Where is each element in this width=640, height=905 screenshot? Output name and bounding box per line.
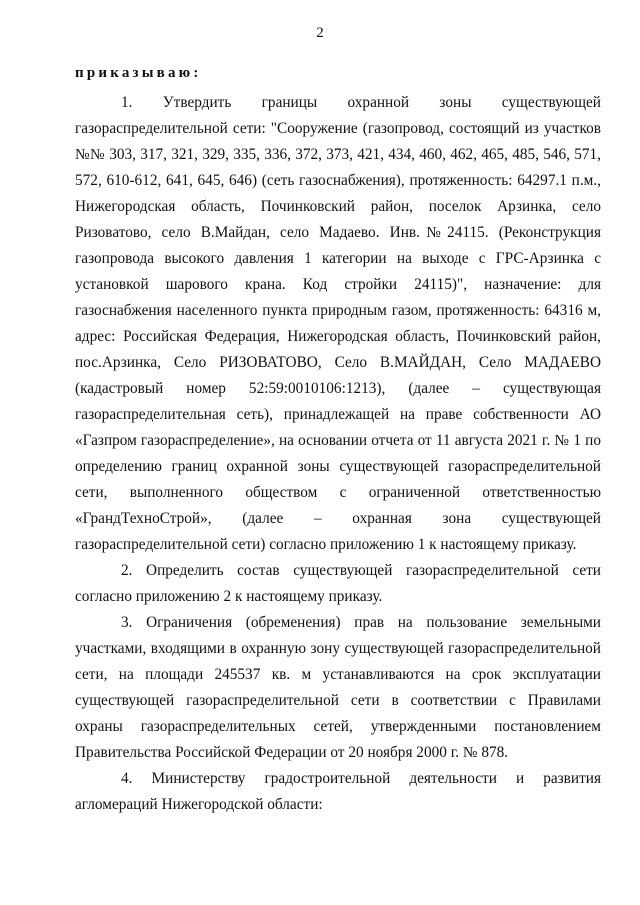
paragraph-1: 1. Утвердить границы охранной зоны существующей газораспределительной сети: "Сооружение (газопровод, состоящий из участков №№ 303, 317, 321, 329, 335, 336, 372, 373, 421, 434, 460, 462, 465, 485, 546, 571, 572, 610-612, 641, 645, 646) (сеть газоснабжения), протяженность: 64297.1 п.м., Нижегородская область, Починковский район, поселок Арзинка, село Ризоватово, село В.Майдан, село Мадаево. Инв.№24115. (Реконструкция газопровода высокого давления 1 категории на выходе с ГРС-Арзинка с установкой шарового крана. Код стройки 24115)", назначение: для газоснабжения населенного пункта природным газом, протяженность: 64316 м, адрес: Российская Федерация, Нижегородская область, Починковский район, пос.Арзинка, Село РИЗОВАТОВО, Село В.МАЙДАН, Село МАДАЕВО (кадастровый номер 52:59:0010106:1213), (далее – существующая газораспределительная сеть), принадлежащей на праве собственности АО «Газпром газораспределение», на основании отчета от 11 августа 2021 г. № 1 по определению границ охранной зоны существующей газораспределительной сети, выполненного обществом с ограниченной ответственностью «ГрандТехноСтрой», (далее – охранная зона существующей газораспределительной сети) согласно приложению 1 к настоящему приказу. [75, 94, 601, 553]
paragraph-3: 3. Ограничения (обременения) прав на пользование земельными участками, входящими в охранную зону существующей газораспределительной сети, на площади 245537 кв. м устанавливаются на срок эксплуатации существующей газораспределительной сети в соответствии с Правилами охраны газораспределительных сетей, утвержденными постановлением Правительства Российской Федерации от 20 ноября 2000 г. № 878. [75, 614, 601, 761]
page-number: 2 [316, 25, 324, 41]
paragraph-2: 2. Определить состав существующей газораспределительной сети согласно приложению 2 к настоящему приказу. [75, 562, 601, 605]
order-heading: приказываю: [75, 65, 202, 81]
paragraph-4: 4. Министерству градостроительной деятельности и развития агломераций Нижегородской области: [75, 770, 601, 813]
